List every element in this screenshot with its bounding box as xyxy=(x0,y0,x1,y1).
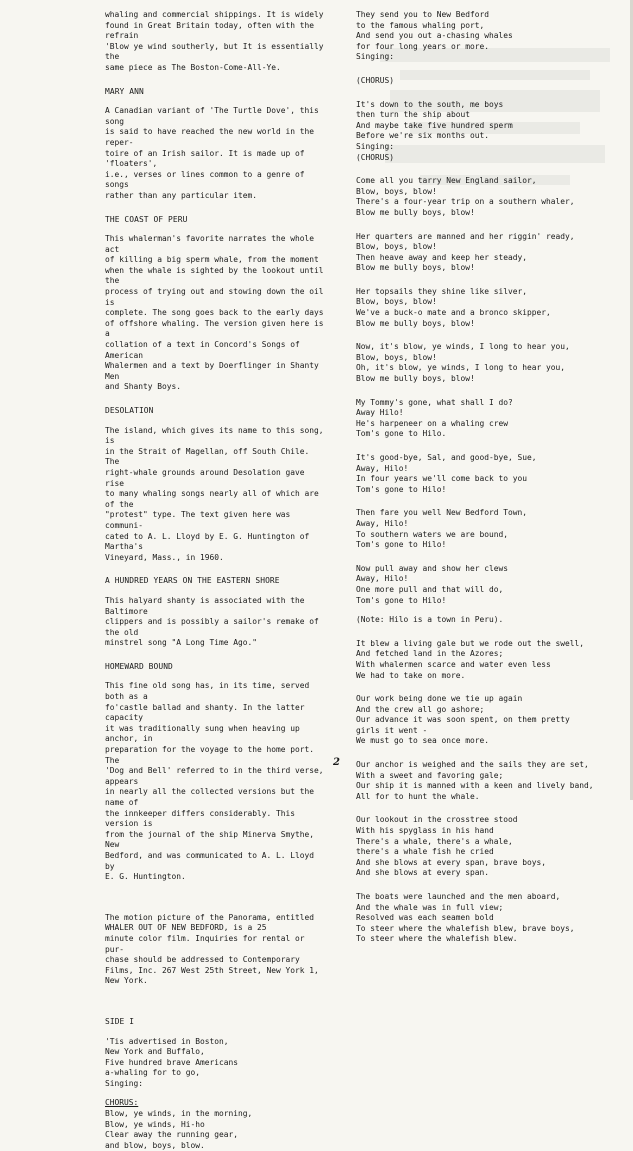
lyric-verse: It's down to the south, me boys then turn the ship about And maybe take five hundred sperm Before we're six months out. Singing: xyxy=(356,99,513,151)
lyric-verse: Our work being done we tie up again And the crew all go ashore; Our advance it was soon spent, on them pretty girls it went - We must go to sea once more. xyxy=(356,694,570,746)
coast-of-peru-heading: THE COAST OF PERU xyxy=(105,214,188,224)
side-one-verse: 'Tis advertised in Boston, New York and Buffalo, Five hundred brave Americans a-whaling for to go, Singing: xyxy=(105,1036,239,1088)
desolation-heading: DESOLATION xyxy=(105,406,154,415)
lyric-verse: My Tommy's gone, what shall I do? Away Hilo! He's harpeneer on a whaling crew Tom's gone to Hilo. xyxy=(356,397,513,439)
homeward-bound-paragraph: This fine old song has, in its time, served both as a fo'castle ballad and shanty. In the latter capacity it was traditionally sung when heaving up anchor, in preparation for the voyage to the home port. The 'Dog and Bell' referred to in the third verse, appears in nearly all the collected versions but the name of the innkeeper differs considerably. This version is from the journal of the ship Minerva Smythe, New Bedford, and was communicated to A. L. Lloyd by E. G. Huntington. xyxy=(105,681,324,882)
lyric-verse: They send you to New Bedford to the famous whaling port, And send you out a-chasing whales for four long years or more. Singing: xyxy=(356,10,513,62)
chorus-marker: (CHORUS) xyxy=(356,152,395,162)
lyric-verse: Now pull away and show her clews Away, Hilo! One more pull and that will do, Tom's gone to Hilo! xyxy=(356,563,509,605)
lyric-verse: It blew a living gale but we rode out the swell, And fetched land in the Azores; With whalermen scarce and water even less We had to take on more. xyxy=(356,638,585,680)
lyric-verse: Then fare you well New Bedford Town, Away, Hilo! To southern waters we are bound, Tom's gone to Hilo! xyxy=(356,508,528,550)
mary-ann-heading: MARY ANN xyxy=(105,86,144,96)
lyric-verse: Her quarters are manned and her riggin' ready, Blow, boys, blow! Then heave away and keep her steady, Blow me bully boys, blow! xyxy=(356,231,575,273)
desolation-paragraph: The island, which gives its name to this song, is in the Strait of Magellan, off South Chile. The right-whale grounds around Desolation gave rise to many whaling songs nearly all of which are of the "protest" type. The text given here was communi- cated to A. L. Lloyd by E. G. Huntington of Martha's Vineyard, Mass., in 1960. xyxy=(105,425,324,562)
hundred-years-heading: A HUNDRED YEARS ON THE EASTERN SHORE xyxy=(105,576,280,586)
hundred-years-paragraph: This halyard shanty is associated with the Baltimore clippers and is possibly a sailor's remake of the old minstrel song "A Long Time Ago." xyxy=(105,595,319,648)
side-one-heading: SIDE I xyxy=(105,1016,135,1026)
lyric-verse: Our anchor is weighed and the sails they are set, With a sweet and favoring gale; Our ship it is manned with a keen and lively band, All for to hunt the whale. xyxy=(356,760,594,801)
coast-of-peru-paragraph: This whalerman's favorite narrates the whole act of killing a big sperm whale, from the moment when the whale is sighted by the lookout until the process of trying out and stowing down the oil is complete. The song goes back to the early days of offshore whaling. The version given here is a collation of a text in Concord's Songs of American Whalermen and a text by Doerflinger in Shanty Men and Shanty Boys. xyxy=(105,234,324,392)
mary-ann-paragraph: A Canadian variant of 'The Turtle Dove', this song is said to have reached the new world in the reper- toire of an Irish sailor. It is made up of 'floaters', i.e., verses or lines common to a genre of songs rather than any particular item. xyxy=(105,106,319,200)
hilo-note: (Note: Hilo is a town in Peru). xyxy=(356,615,504,625)
chorus-lyrics: Blow, ye winds, in the morning, Blow, ye winds, Hi-ho Clear away the running gear, and blow, boys, blow. xyxy=(105,1109,253,1150)
lyric-verse: Her topsails they shine like silver, Blow, boys, blow! We've a buck-o mate and a bronco skipper, Blow me bully boys, blow! xyxy=(356,286,551,328)
right-column xyxy=(356,10,626,945)
lyric-verse: The boats were launched and the men aboard, And the whale was in full view; Resolved was each seamen bold To steer where the whalefish blew, brave boys, To steer where the whalefish blew. xyxy=(356,892,575,944)
intro-paragraph: whaling and commercial shippings. It is widely found in Great Britain today, often with the refrain 'Blow ye wind southerly, but It is essentially the same piece as The Boston-Come-All-Ye. xyxy=(105,10,324,72)
chorus-marker: (CHORUS) xyxy=(356,75,395,85)
lyric-verse: Now, it's blow, ye winds, I long to hear you, Blow, boys, blow! Oh, it's blow, ye winds, I long to hear you, Blow me bully boys, blow! xyxy=(356,342,570,384)
film-paragraph: The motion picture of the Panorama, entitled WHALER OUT OF NEW BEDFORD, is a 25 minute color film. Inquiries for rental or pur- chase should be addressed to Contemporary Films, Inc. 267 West 25th Street, New York 1, New York. xyxy=(105,912,319,986)
homeward-bound-heading: HOMEWARD BOUND xyxy=(105,661,173,671)
page-number: 2 xyxy=(333,757,340,768)
lyric-verse: It's good-bye, Sal, and good-bye, Sue, Away, Hilo! In four years we'll come back to you Tom's gone to Hilo! xyxy=(356,453,537,494)
chorus-label: CHORUS: xyxy=(105,1098,139,1108)
left-column xyxy=(105,10,325,1151)
lyric-verse: Come all you tarry New England sailor, Blow, boys, blow! There's a four-year trip on a southern whaler, Blow me bully boys, blow! xyxy=(356,176,575,217)
lyric-verse: Our lookout in the crosstree stood With his spyglass in his hand There's a whale, there's a whale, there's a whale fish he cried And she blows at every span, brave boys, And she blows at every span. xyxy=(356,815,547,878)
